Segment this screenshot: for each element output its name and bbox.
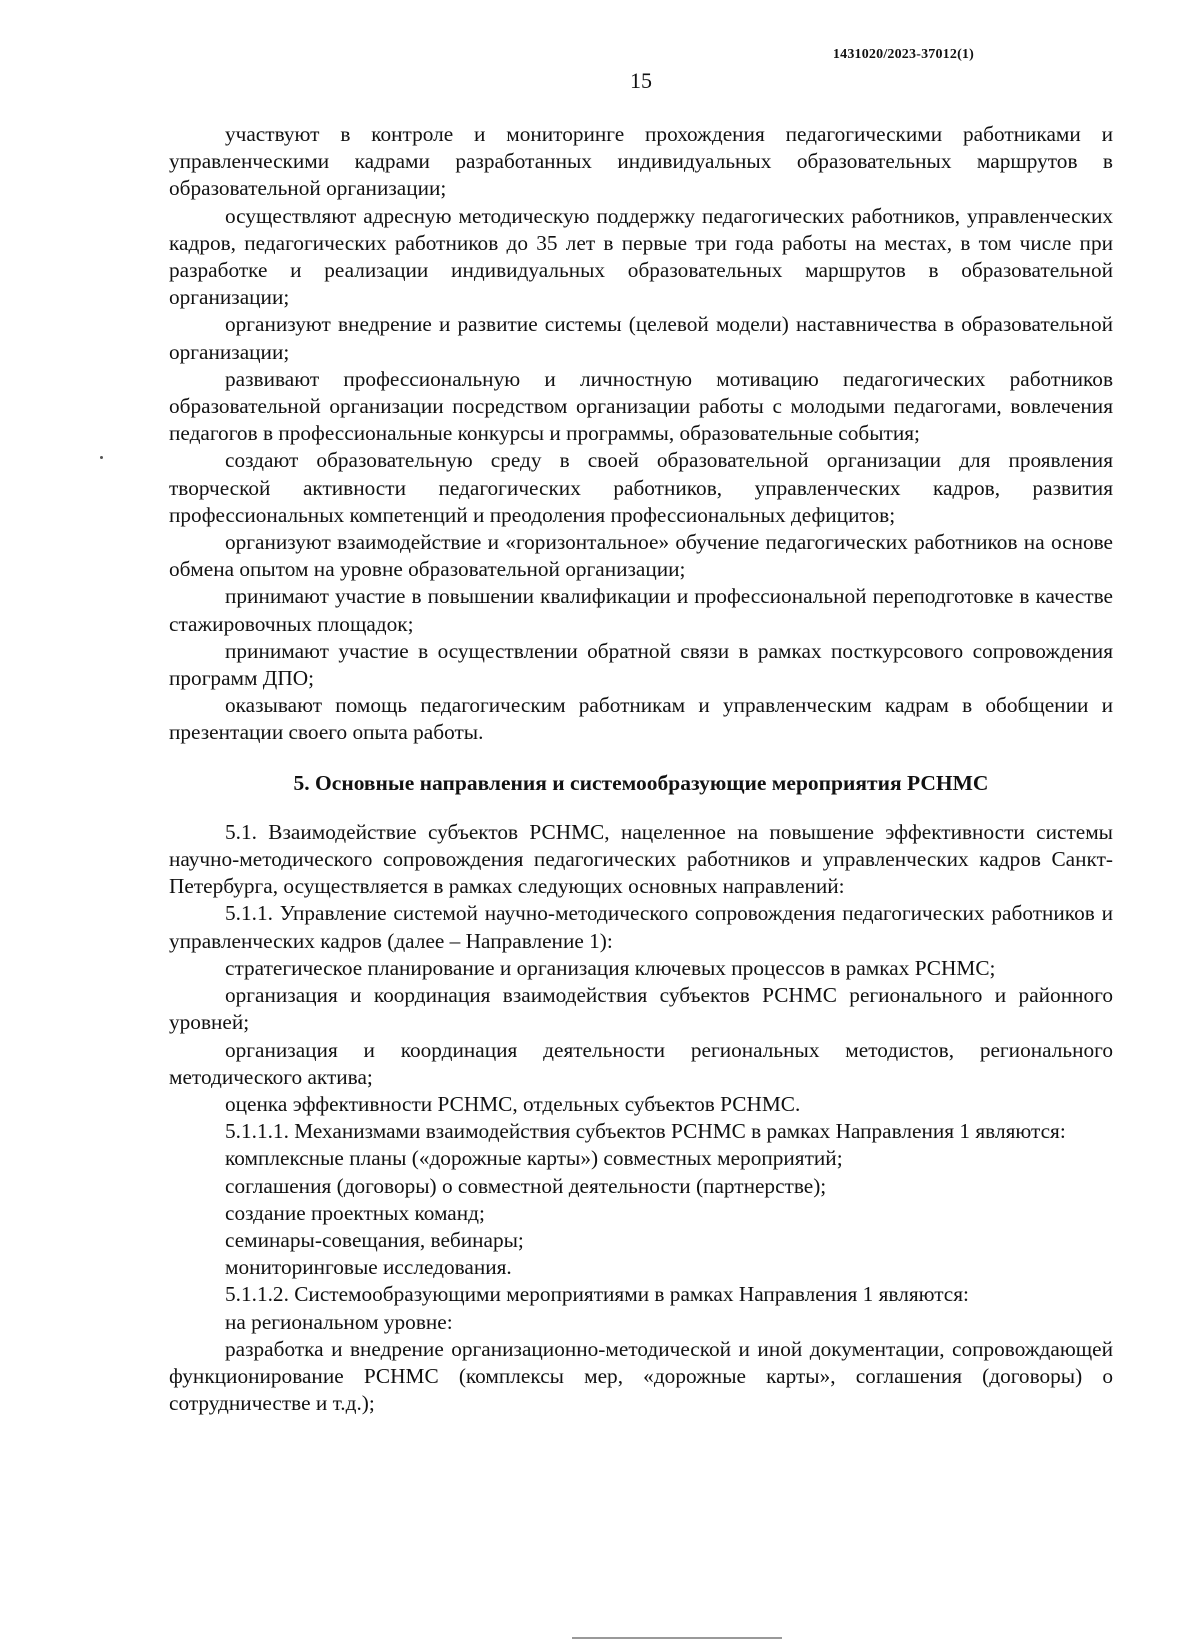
paragraph: 5.1. Взаимодействие субъектов РСНМС, нацеленное на повышение эффективности системы научно-методического сопровождения педагогических работников и управленческих кадров Санкт-Петербурга, осуществляется в рамках следующих основных направлений:: [169, 819, 1113, 899]
paragraph: 5.1.1.1. Механизмами взаимодействия субъектов РСНМС в рамках Направления 1 являются:: [225, 1119, 1066, 1144]
paragraph: 5.1.1.2. Системообразующими мероприятиями в рамках Направления 1 являются:: [225, 1282, 969, 1307]
paragraph: организуют внедрение и развитие системы (целевой модели) наставничества в образовательной организации;: [169, 312, 1113, 364]
paragraph: развивают профессиональную и личностную мотивацию педагогических работников образовательной организации посредством организации работы с молодыми педагогами, вовлечения педагогов в профессиональные конкурсы и программы, образовательные события;: [169, 366, 1113, 446]
page-bottom-rule: [572, 1637, 782, 1639]
paragraph: стратегическое планирование и организация ключевых процессов в рамках РСНМС;: [225, 955, 996, 980]
paragraph: организация и координация деятельности региональных методистов, регионального методического актива;: [169, 1037, 1113, 1089]
paragraph: создают образовательную среду в своей образовательной организации для проявления творческой активности педагогических работников, управленческих кадров, развития профессиональных компетенций и преодоления профессиональных дефицитов;: [169, 448, 1113, 527]
paragraph: создание проектных команд;: [225, 1200, 485, 1225]
paragraph: организуют взаимодействие и «горизонтальное» обучение педагогических работников на основе обмена опытом на уровне образовательной организации;: [169, 530, 1113, 582]
document-registration-number: 1431020/2023-37012(1): [832, 47, 974, 62]
document-body: [169, 121, 1113, 1417]
paragraph: принимают участие в осуществлении обратной связи в рамках посткурсового сопровождения программ ДПО;: [169, 638, 1113, 691]
paragraph: 5.1.1. Управление системой научно-методического сопровождения педагогических работников и управленческих кадров (далее – Направление 1):: [169, 901, 1113, 953]
paragraph: оценка эффективности РСНМС, отдельных субъектов РСНМС.: [225, 1091, 801, 1116]
paragraph: мониторинговые исследования.: [225, 1255, 512, 1280]
paragraph: соглашения (договоры) о совместной деятельности (партнерстве);: [225, 1173, 827, 1198]
paragraph: организация и координация взаимодействия субъектов РСНМС регионального и районного уровней;: [169, 983, 1113, 1035]
scan-speck: [100, 456, 103, 459]
paragraph: оказывают помощь педагогическим работникам и управленческим кадрам в обобщении и презентации своего опыта работы.: [169, 693, 1113, 745]
paragraph: разработка и внедрение организационно-методической и иной документации, сопровождающей функционирование РСНМС (комплексы мер, «дорожные карты», соглашения (договоры) о сотрудничестве и т.д.);: [169, 1336, 1113, 1416]
page-number: 15: [630, 68, 652, 93]
paragraph: принимают участие в повышении квалификации и профессиональной переподготовке в качестве стажировочных площадок;: [169, 584, 1113, 636]
paragraph: осуществляют адресную методическую поддержку педагогических работников, управленческих кадров, педагогических работников до 35 лет в первые три года работы на местах, в том числе при разработке и реализации индивидуальных образовательных маршрутов в образовательной организации;: [169, 203, 1113, 310]
paragraph: на региональном уровне:: [225, 1309, 453, 1334]
paragraph: комплексные планы («дорожные карты») совместных мероприятий;: [225, 1146, 843, 1171]
paragraph: семинары-совещания, вебинары;: [225, 1227, 524, 1252]
section-heading: 5. Основные направления и системообразующие мероприятия РСНМС: [293, 770, 989, 795]
paragraph: участвуют в контроле и мониторинге прохождения педагогическими работниками и управленческими кадрами разработанных индивидуальных образовательных маршрутов в образовательной организации;: [169, 122, 1113, 201]
